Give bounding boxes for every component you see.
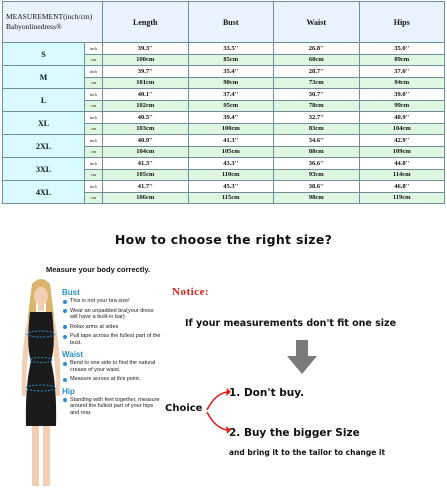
size-row-inch: [3, 89, 445, 101]
bust-title: Bust: [62, 288, 80, 297]
length-cm-value: 101cm: [103, 77, 189, 89]
waist-section: [62, 350, 162, 383]
bust-inch-value: 35.4'': [188, 66, 274, 78]
size-label: 3XL: [3, 158, 85, 181]
waist-cm-value: 93cm: [274, 169, 360, 181]
hips-cm-value: 99cm: [359, 100, 445, 112]
waist-inch-value: 30.7'': [274, 89, 360, 101]
hips-inch-value: 37.0'': [359, 66, 445, 78]
hips-cm-value: 89cm: [359, 54, 445, 66]
unit-cm-label: cm: [85, 146, 103, 158]
hips-cm-value: 119cm: [359, 192, 445, 204]
measurement-fit-text: If your measurements don't fit one size: [185, 318, 397, 329]
size-label: L: [3, 89, 85, 112]
hip-title: Hip: [62, 386, 75, 396]
length-cm-value: 102cm: [103, 100, 189, 112]
hips-cm-value: 94cm: [359, 77, 445, 89]
size-chart-header-row: [3, 2, 445, 43]
waist-cm-value: 98cm: [274, 192, 360, 204]
bust-tip: Pull tape across the fullest part of the bust.: [62, 333, 162, 346]
bust-inch-value: 33.5'': [188, 43, 274, 55]
waist-inch-value: 36.6'': [274, 158, 360, 170]
length-inch-value: 39.3'': [103, 43, 189, 55]
waist-cm-value: 68cm: [274, 54, 360, 66]
unit-inch-label: inch: [85, 158, 103, 170]
option-tailor-note: and bring it to the tailor to change it: [229, 448, 386, 457]
column-header-length: Length: [103, 2, 189, 43]
waist-inch-value: 28.7'': [274, 66, 360, 78]
waist-inch-value: 26.8'': [274, 43, 360, 55]
size-row-inch: [3, 66, 445, 78]
hips-inch-value: 35.0'': [359, 43, 445, 55]
length-inch-value: 40.1'': [103, 89, 189, 101]
choice-label: Choice: [165, 403, 203, 414]
unit-inch-label: inch: [85, 135, 103, 147]
down-arrow-icon: [287, 340, 317, 374]
choice-arrows-icon: [205, 388, 231, 434]
size-label: 4XL: [3, 181, 85, 204]
option-buy-bigger: 2. Buy the bigger Size: [229, 427, 360, 439]
hips-inch-value: 42.9'': [359, 135, 445, 147]
hips-inch-value: 39.0'': [359, 89, 445, 101]
length-cm-value: 104cm: [103, 146, 189, 158]
bust-tip: Wear an unpadded bra(your dress will have a built-in bar): [62, 308, 162, 321]
hips-cm-value: 114cm: [359, 169, 445, 181]
column-header-bust: Bust: [188, 2, 274, 43]
brand-label: Babyonlinedress®: [6, 22, 62, 31]
bust-cm-value: 110cm: [188, 169, 274, 181]
unit-inch-label: inch: [85, 66, 103, 78]
waist-inch-value: 34.6'': [274, 135, 360, 147]
unit-cm-label: cm: [85, 192, 103, 204]
measurement-guide: [62, 288, 162, 420]
bust-cm-value: 85cm: [188, 54, 274, 66]
bust-inch-value: 41.3'': [188, 135, 274, 147]
waist-cm-value: 83cm: [274, 123, 360, 135]
bust-cm-value: 90cm: [188, 77, 274, 89]
bust-cm-value: 95cm: [188, 100, 274, 112]
length-inch-value: 40.5'': [103, 112, 189, 124]
unit-cm-label: cm: [85, 77, 103, 89]
waist-tip: Measure across at this point.: [62, 376, 162, 383]
hips-cm-value: 104cm: [359, 123, 445, 135]
measurement-unit-label: MEASUREMENT(inch/cm): [6, 12, 93, 21]
hip-tip: Standing with feet together, measure around the fullest part of your hips and rear.: [62, 397, 162, 417]
bust-cm-value: 100cm: [188, 123, 274, 135]
bust-inch-value: 37.4'': [188, 89, 274, 101]
length-cm-value: 103cm: [103, 123, 189, 135]
waist-cm-value: 73cm: [274, 77, 360, 89]
size-row-inch: [3, 181, 445, 193]
length-cm-value: 106cm: [103, 192, 189, 204]
waist-inch-value: 38.6'': [274, 181, 360, 193]
column-header-hips: Hips: [359, 2, 445, 43]
waist-tip: Bend to one side to find the natural crease of your waist.: [62, 360, 162, 373]
length-cm-value: 100cm: [103, 54, 189, 66]
length-inch-value: 40.9'': [103, 135, 189, 147]
bust-cm-value: 105cm: [188, 146, 274, 158]
size-label: XL: [3, 112, 85, 135]
size-row-inch: [3, 158, 445, 170]
unit-inch-label: inch: [85, 89, 103, 101]
size-label: 2XL: [3, 135, 85, 158]
length-cm-value: 105cm: [103, 169, 189, 181]
length-inch-value: 41.7'': [103, 181, 189, 193]
unit-cm-label: cm: [85, 100, 103, 112]
unit-cm-label: cm: [85, 123, 103, 135]
size-row-inch: [3, 135, 445, 147]
bust-inch-value: 45.3'': [188, 181, 274, 193]
bust-section: [62, 288, 162, 346]
unit-inch-label: inch: [85, 112, 103, 124]
length-inch-value: 39.7'': [103, 66, 189, 78]
hips-inch-value: 46.8'': [359, 181, 445, 193]
length-inch-value: 41.3'': [103, 158, 189, 170]
bust-cm-value: 115cm: [188, 192, 274, 204]
size-label: M: [3, 66, 85, 89]
choose-size-heading: How to choose the right size?: [114, 232, 333, 247]
waist-cm-value: 88cm: [274, 146, 360, 158]
unit-cm-label: cm: [85, 54, 103, 66]
unit-inch-label: inch: [85, 181, 103, 193]
hips-inch-value: 40.9'': [359, 112, 445, 124]
column-header-waist: Waist: [274, 2, 360, 43]
size-label: S: [3, 43, 85, 66]
bust-inch-value: 43.3'': [188, 158, 274, 170]
waist-inch-value: 32.7'': [274, 112, 360, 124]
waist-cm-value: 78cm: [274, 100, 360, 112]
unit-cm-label: cm: [85, 169, 103, 181]
hip-section: [62, 387, 162, 417]
hips-inch-value: 44.8'': [359, 158, 445, 170]
bust-inch-value: 39.4'': [188, 112, 274, 124]
hips-cm-value: 109cm: [359, 146, 445, 158]
option-dont-buy: 1. Don't buy.: [229, 387, 305, 399]
bust-tip: This is not your bra size!: [62, 298, 162, 305]
measurement-corner-cell: [3, 2, 103, 43]
size-chart-table: [2, 1, 445, 204]
size-row-inch: [3, 112, 445, 124]
bust-tip: Relax arms at sides: [62, 324, 162, 331]
size-row-inch: [3, 43, 445, 55]
measure-body-title: Measure your body correctly.: [46, 265, 151, 274]
waist-title: Waist: [62, 350, 84, 359]
notice-label: Notice:: [172, 286, 210, 298]
unit-inch-label: inch: [85, 43, 103, 55]
